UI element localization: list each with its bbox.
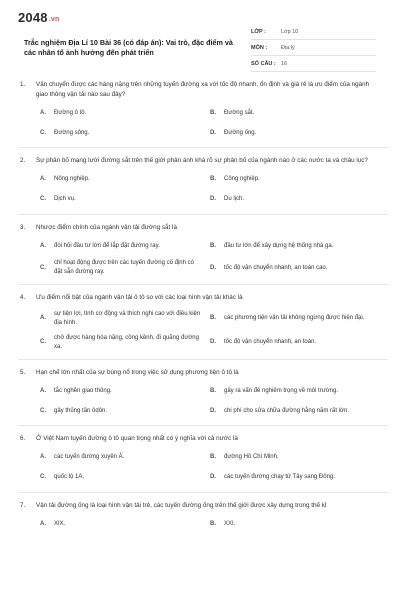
option-letter: D. — [210, 339, 216, 345]
answer-option[interactable] — [210, 517, 380, 531]
option-letter: C. — [40, 474, 46, 480]
option-text: Du lịch. — [224, 196, 245, 202]
question-divider — [18, 425, 388, 426]
option-text: chi phí cho sửa chữa đường hằng năm rất lớn. — [224, 407, 349, 414]
answer-option[interactable] — [210, 404, 380, 418]
option-text: đầu tư lớn để xây dựng hệ thống nhà ga. — [224, 242, 334, 249]
option-text: XXI. — [224, 520, 236, 527]
question-number: 1. — [20, 81, 26, 88]
option-letter: D. — [210, 129, 216, 136]
question-item — [18, 368, 388, 427]
meta-value: Địa lý — [281, 44, 295, 51]
question-number: 7. — [20, 501, 26, 509]
option-letter: B. — [210, 315, 216, 321]
option-letter: C. — [40, 129, 46, 136]
question-text: Vận chuyển được các hàng nặng trên những tuyến đường xa với tốc độ nhanh, ổn định và giá rẻ là ưu điểm của ngành giao thông vận tải nào sau đây? — [36, 81, 370, 98]
question-list — [18, 80, 388, 537]
question-row — [18, 368, 388, 378]
option-letter: A. — [40, 242, 46, 249]
meta-row-count — [251, 56, 376, 72]
option-text: Đường sông. — [54, 129, 90, 136]
question-item — [18, 223, 388, 286]
option-text: đường Hồ Chí Minh. — [224, 454, 279, 460]
site-logo[interactable] — [18, 10, 388, 25]
option-letter: D. — [210, 264, 216, 271]
question-row — [18, 434, 388, 444]
question-number: 3. — [20, 223, 26, 231]
option-text: chở được hàng hóa nặng, cồng kềnh, đi quãng đường xa. — [54, 334, 199, 350]
question-divider — [18, 284, 388, 285]
option-text: Đường ô tô. — [54, 109, 87, 116]
option-letter: D. — [210, 474, 216, 480]
question-row — [18, 293, 388, 303]
question-row — [18, 80, 388, 99]
question-row — [18, 156, 388, 166]
answer-option[interactable] — [40, 384, 210, 398]
option-letter: A. — [40, 454, 46, 460]
answer-option[interactable] — [210, 451, 380, 465]
option-letter: D. — [210, 407, 216, 414]
question-text: Ở Việt Nam tuyến đường ô tô quan trọng nhất có ý nghĩa với cả nước là — [36, 435, 238, 442]
question-text: Sự phân bố mạng lưới đường sắt trên thế giới phản ánh khá rõ sự phân bố của ngành nào ở các nước ta và châu lục? — [36, 157, 368, 164]
meta-label: SỐ CÂU : — [251, 60, 276, 67]
answer-option[interactable] — [40, 193, 210, 207]
answer-option[interactable] — [40, 259, 210, 277]
option-letter: C. — [40, 196, 46, 202]
question-row — [18, 223, 388, 233]
answer-option[interactable] — [40, 334, 210, 352]
question-text: Nhược điểm chính của ngành vận tải đường sắt là — [36, 223, 177, 231]
answer-option[interactable] — [40, 106, 210, 120]
answer-options — [40, 239, 380, 283]
question-divider — [18, 147, 388, 148]
option-text: gây ra vấn đề nghiêm trọng về môi trường. — [224, 387, 339, 394]
answer-option[interactable] — [210, 471, 380, 485]
option-letter: A. — [40, 315, 46, 321]
question-number: 2. — [20, 157, 26, 164]
question-text: Ưu điểm nổi bật của ngành vận tải ô tô so với các loại hình vận tải khác là — [36, 294, 243, 301]
option-text: Nông nghiệp. — [54, 176, 90, 182]
option-letter: A. — [40, 109, 46, 116]
answer-option[interactable] — [210, 126, 380, 140]
option-letter: B. — [210, 242, 216, 249]
answer-option[interactable] — [210, 384, 380, 398]
option-letter: A. — [40, 520, 46, 527]
logo-suffix: .vn — [48, 16, 60, 23]
question-number: 4. — [20, 294, 26, 301]
option-letter: C. — [40, 264, 46, 271]
option-text: quốc lộ 1A. — [54, 474, 85, 480]
option-letter: B. — [210, 176, 216, 182]
question-item — [18, 501, 388, 538]
question-number: 5. — [20, 368, 26, 376]
option-text: các tuyến đường xuyên Á. — [54, 454, 125, 460]
question-divider — [18, 492, 388, 493]
answer-option[interactable] — [40, 173, 210, 187]
option-letter: B. — [210, 454, 216, 460]
answer-option[interactable] — [40, 239, 210, 253]
option-text: Đường sắt. — [224, 109, 255, 116]
answer-option[interactable] — [210, 310, 380, 328]
worksheet-title: Trắc nghiệm Địa Lí 10 Bài 36 (có đáp án): Vai trò, đặc điểm và các nhân tố ảnh hưởng đến phát triển — [24, 38, 233, 57]
option-text: Công nghiệp. — [224, 176, 260, 182]
option-letter: C. — [40, 407, 46, 414]
meta-row-subject — [251, 40, 376, 56]
option-text: chỉ hoạt động được trên các tuyến đường cố định có đặt sẵn đường ray. — [54, 260, 194, 275]
answer-option[interactable] — [210, 334, 380, 352]
option-text: XIX. — [54, 520, 66, 527]
option-text: sự tiện lợi, tính cơ động và thích nghi cao với điều kiện địa hình. — [54, 310, 201, 326]
answer-option[interactable] — [210, 193, 380, 207]
meta-table — [251, 24, 376, 72]
option-letter: B. — [210, 520, 216, 527]
answer-options — [40, 384, 380, 424]
option-text: tắc nghẽn giao thông. — [54, 387, 112, 394]
answer-option[interactable] — [40, 451, 210, 465]
meta-value: 16 — [281, 60, 288, 67]
option-letter: B. — [210, 387, 216, 394]
answer-option[interactable] — [210, 259, 380, 277]
worksheet-header — [18, 10, 388, 80]
answer-option[interactable] — [210, 106, 380, 120]
question-item — [18, 80, 388, 148]
logo-text: 2048 — [18, 10, 48, 25]
question-number: 6. — [20, 435, 26, 442]
question-row — [18, 501, 388, 511]
answer-options — [40, 173, 380, 213]
answer-options — [40, 106, 380, 146]
question-text: Hạn chế lớn nhất của sự bùng nổ trong việc sử dụng phương tiện ô tô là — [36, 368, 239, 376]
question-text: Vận tải đường ống là loại hình vận tải trẻ, các tuyến đường ống trên thế giới được xây dựng trong thế kỉ — [36, 501, 327, 509]
meta-label: LỚP : — [251, 28, 266, 35]
option-text: các phương tiện vận tải không ngừng được hiện đại. — [224, 315, 365, 321]
question-divider — [18, 359, 388, 360]
answer-option[interactable] — [40, 310, 210, 328]
answer-option[interactable] — [40, 126, 210, 140]
answer-option[interactable] — [210, 239, 380, 253]
answer-options — [40, 517, 380, 537]
option-text: các tuyến đường chạy từ Tây sang Đông. — [224, 474, 335, 480]
meta-row-class — [251, 24, 376, 40]
meta-value: Lớp 10 — [281, 28, 299, 35]
answer-option[interactable] — [40, 404, 210, 418]
option-text: Dịch vụ. — [54, 196, 76, 202]
answer-option[interactable] — [210, 173, 380, 187]
answer-option[interactable] — [40, 517, 210, 531]
option-text: tốc độ vận chuyển nhanh, an toàn cao. — [224, 264, 328, 271]
answer-options — [40, 451, 380, 491]
option-text: gây thủng tần ôdôn. — [54, 407, 108, 414]
question-item — [18, 293, 388, 360]
answer-option[interactable] — [40, 471, 210, 485]
option-text: đòi hỏi đầu tư lớn để lắp đặt đường ray. — [54, 242, 160, 249]
question-item — [18, 156, 388, 215]
answer-options — [40, 310, 380, 358]
option-letter: A. — [40, 176, 46, 182]
option-text: Đường ống. — [224, 129, 257, 136]
option-letter: D. — [210, 196, 216, 202]
question-item — [18, 434, 388, 493]
meta-label: MÔN : — [251, 44, 268, 51]
question-divider — [18, 214, 388, 215]
option-letter: B. — [210, 109, 216, 116]
option-text: tốc độ vận chuyển nhanh, an toàn. — [224, 339, 317, 345]
option-letter: A. — [40, 387, 46, 394]
option-letter: C. — [40, 339, 46, 345]
